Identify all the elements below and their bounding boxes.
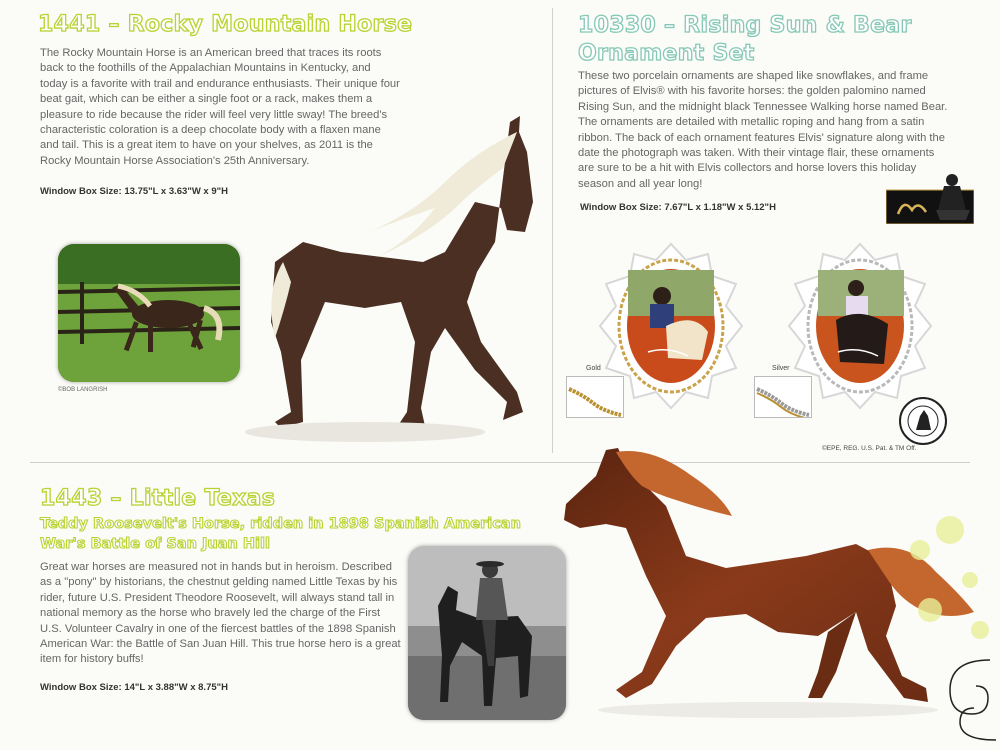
rocky-mountain-horse-model-image [245, 112, 545, 462]
elvis-collection-logo [886, 170, 974, 224]
ornament-set-box-size: Window Box Size: 7.67"L x 1.18"W x 5.12"H [580, 202, 776, 213]
gold-swatch-label: Gold [586, 365, 601, 372]
little-texas-description: Great war horses are measured not in hands but in heroism. Described as a "pony" by historians, the chestnut gelding named Little Texas by his rider, future U.S. President Theodore Roosevelt, will always stand tall in national memory as the horse who bravely led the charge of the First U.S. Volunteer Cavalry in one of the fiercest battles of the 1898 Spanish American War: the Battle of San Juan Hill. This true horse hero is a great item for history buffs! [40, 561, 401, 666]
little-texas-box-size: Window Box Size: 14"L x 3.88"W x 8.75"H [40, 682, 229, 693]
rocky-mountain-horse-description: The Rocky Mountain Horse is an American breed that traces its roots back to the foothills of the Appalachian Mountains in Kentucky, and today is a favorite with trail and endurance enthusiasts. Their unique four beat gait, which can be either a single foot or a rack, makes them a pleasure to ride because the rider will feel very little sway! The breed's characteristic coloration is a deep chocolate body with a flaxen mane and tail. This is a great item to have on your shelves, as 2011 is the Rocky Mountain Horse Association's 25th Anniversary. [40, 47, 400, 167]
gold-rope-swatch [566, 376, 624, 418]
ornament-set-title [578, 12, 912, 68]
decorative-swirl [880, 500, 1000, 750]
little-texas-subtitle-line1: Teddy Roosevelt's Horse, ridden in 1898 Spanish American [40, 516, 521, 532]
little-texas-subtitle-line2: War's Battle of San Juan Hill [40, 536, 270, 552]
little-texas-title: 1443 – Little Texas [40, 486, 276, 511]
ornament-set-title-line1: 10330 – Rising Sun & Bear [578, 13, 912, 38]
ornament-set-title-line2: Ornament Set [578, 41, 755, 66]
silver-swatch-label: Silver [772, 365, 790, 372]
photo-credit: ©BOB LANGRISH [58, 387, 108, 393]
rocky-mountain-horse-title: 1441 – Rocky Mountain Horse [38, 12, 413, 37]
rocky-mountain-field-photo [58, 244, 240, 382]
ornament-set-description: These two porcelain ornaments are shaped like snowflakes, and frame pictures of Elvis® with his favorite horses: the golden palomino named Rising Sun, and the midnight black Tennessee Walking horse named Bear. The ornaments are detailed with metallic roping and hang from a satin ribbon. The back of each ornament features Elvis' signature along with the date the photograph was taken. With their vintage flair, these ornaments are sure to be a hit with Elvis collectors and horse lovers this holiday season and all year long! [578, 70, 948, 190]
vertical-divider [552, 8, 553, 453]
silver-rope-swatch [754, 376, 812, 418]
trademark-notice: ©EPE, REG. U.S. Pat. & TM Off. [822, 445, 917, 452]
roosevelt-historical-photo [408, 546, 566, 720]
rocky-mountain-box-size: Window Box Size: 13.75"L x 3.63"W x 9"H [40, 186, 229, 197]
